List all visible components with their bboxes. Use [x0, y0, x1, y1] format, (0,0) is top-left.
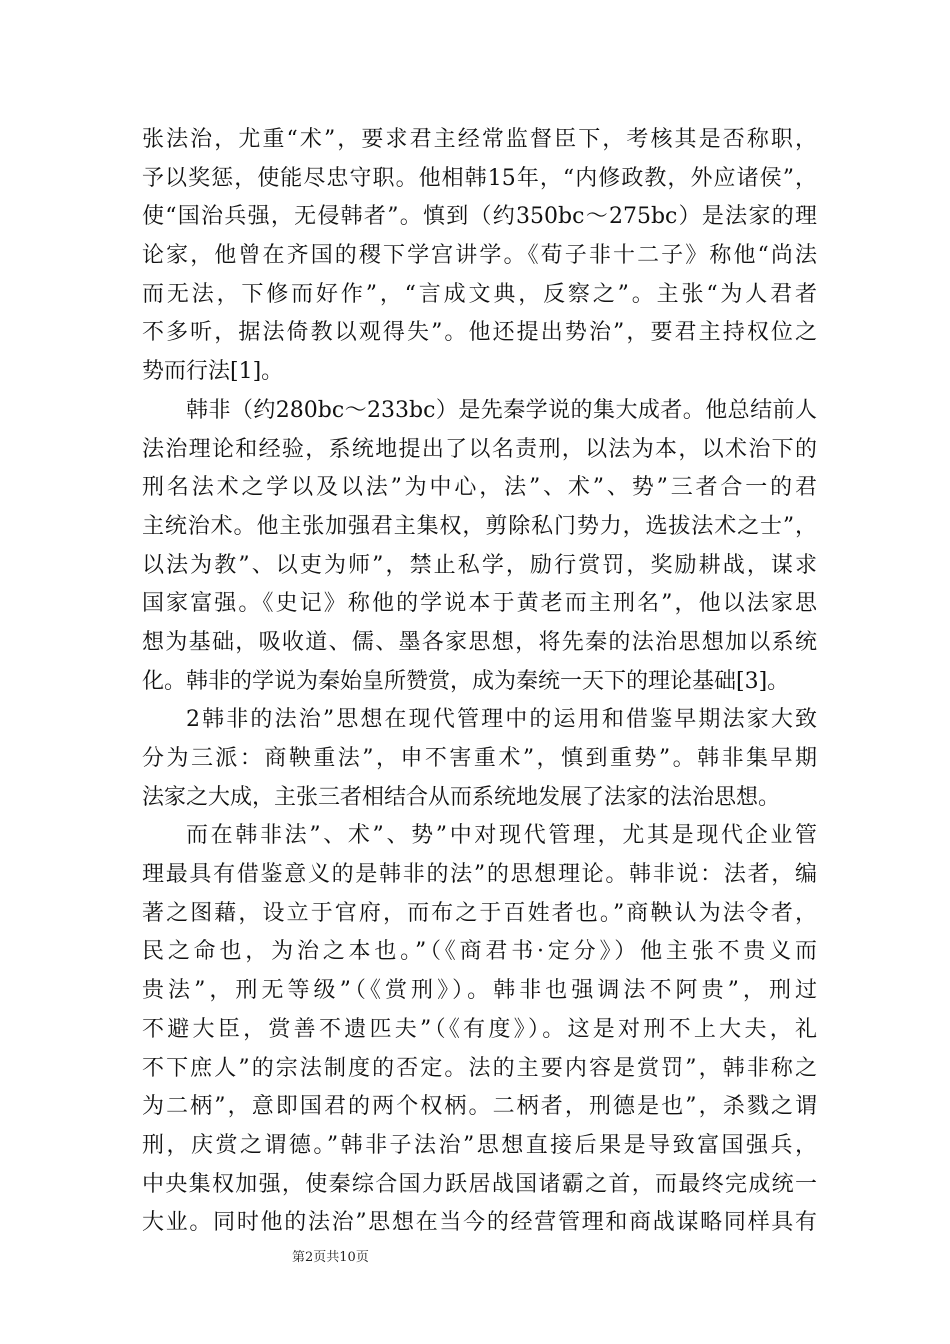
- text-line: 势而行法[1]。: [142, 359, 284, 385]
- text-line: 法治理论和经验，系统地提出了以名责刑，以法为本，以术治下的: [142, 436, 817, 462]
- text-line: 大业。同时他的法治”思想在当今的经营管理和商战谋略同样具有: [142, 1210, 817, 1236]
- paragraph-1: [142, 121, 817, 392]
- text-line: 使“国治兵强，无侵韩者”。慎到（约350bc～275bc）是法家的理: [142, 204, 817, 230]
- text-line: 以法为教”、以吏为师”，禁止私学，励行赏罚，奖励耕战，谋求: [142, 552, 817, 578]
- text-line: 想为基础，吸收道、儒、墨各家思想，将先秦的法治思想加以系统: [142, 629, 817, 655]
- text-line: 不避大臣，赏善不遗匹夫”（《有度》）。这是对刑不上大夫，礼: [142, 1016, 817, 1042]
- paragraph-4: [142, 817, 817, 1243]
- text-line: 而在韩非法”、术”、势”中对现代管理，尤其是现代企业管: [186, 823, 817, 849]
- page-number-footer: 第2页共10页: [292, 1250, 369, 1265]
- text-line: 不下庶人”的宗法制度的否定。法的主要内容是赏罚”，韩非称之: [142, 1055, 817, 1081]
- text-line: 不多听，据法倚教以观得失”。他还提出势治”，要君主持权位之: [142, 320, 817, 346]
- text-line: 贵法”，刑无等级”（《赏刑》）。韩非也强调法不阿贵”，刑过: [142, 978, 817, 1004]
- text-line: 主统治术。他主张加强君主集权，剪除私门势力，选拔法术之士”，: [142, 513, 817, 539]
- text-line: 化。韩非的学说为秦始皇所赞赏，成为秦统一天下的理论基础[3]。: [142, 668, 790, 694]
- text-line: 刑名法术之学以及以法”为中心，法”、术”、势”三者合一的君: [142, 475, 817, 501]
- text-line: 理最具有借鉴意义的是韩非的法”的思想理论。韩非说：法者，编: [142, 862, 817, 888]
- text-line: 予以奖惩，使能尽忠守职。他相韩15年，“内修政教，外应诸侯”，: [142, 165, 817, 191]
- text-line: 张法治，尤重“术”，要求君主经常监督臣下，考核其是否称职，: [142, 127, 817, 152]
- text-line: 民之命也，为治之本也。”（《商君书·定分》）他主张不贵义而: [142, 939, 817, 965]
- text-line: 论家，他曾在齐国的稷下学宫讲学。《荀子非十二子》称他“尚法: [142, 243, 817, 269]
- text-line: 2韩非的法治”思想在现代管理中的运用和借鉴早期法家大致: [186, 707, 817, 733]
- body-text: [142, 121, 817, 1243]
- text-line: 韩非（约280bc～233bc）是先秦学说的集大成者。他总结前人: [186, 397, 817, 423]
- text-line: 国家富强。《史记》称他的学说本于黄老而主刑名”，他以法家思: [142, 591, 817, 617]
- text-line: 分为三派：商鞅重法”，申不害重术”，慎到重势”。韩非集早期: [142, 746, 817, 771]
- text-line: 中央集权加强，使秦综合国力跃居战国诸霸之首，而最终完成统一: [142, 1171, 817, 1197]
- text-line: 刑，庆赏之谓德。”韩非子法治”思想直接后果是导致富国强兵，: [142, 1132, 817, 1158]
- paragraph-2: [142, 392, 817, 702]
- text-line: 而无法，下修而好作”，“言成文典，反察之”。主张“为人君者: [142, 281, 817, 307]
- paragraph-3: [142, 701, 817, 817]
- text-line: 著之图藉，设立于官府，而布之于百姓者也。”商鞅认为法令者，: [142, 900, 817, 926]
- text-line: 法家之大成，主张三者相结合从而系统地发展了法家的法治思想。: [142, 784, 781, 810]
- text-line: 为二柄”，意即国君的两个权柄。二柄者，刑德是也”，杀戮之谓: [142, 1094, 817, 1120]
